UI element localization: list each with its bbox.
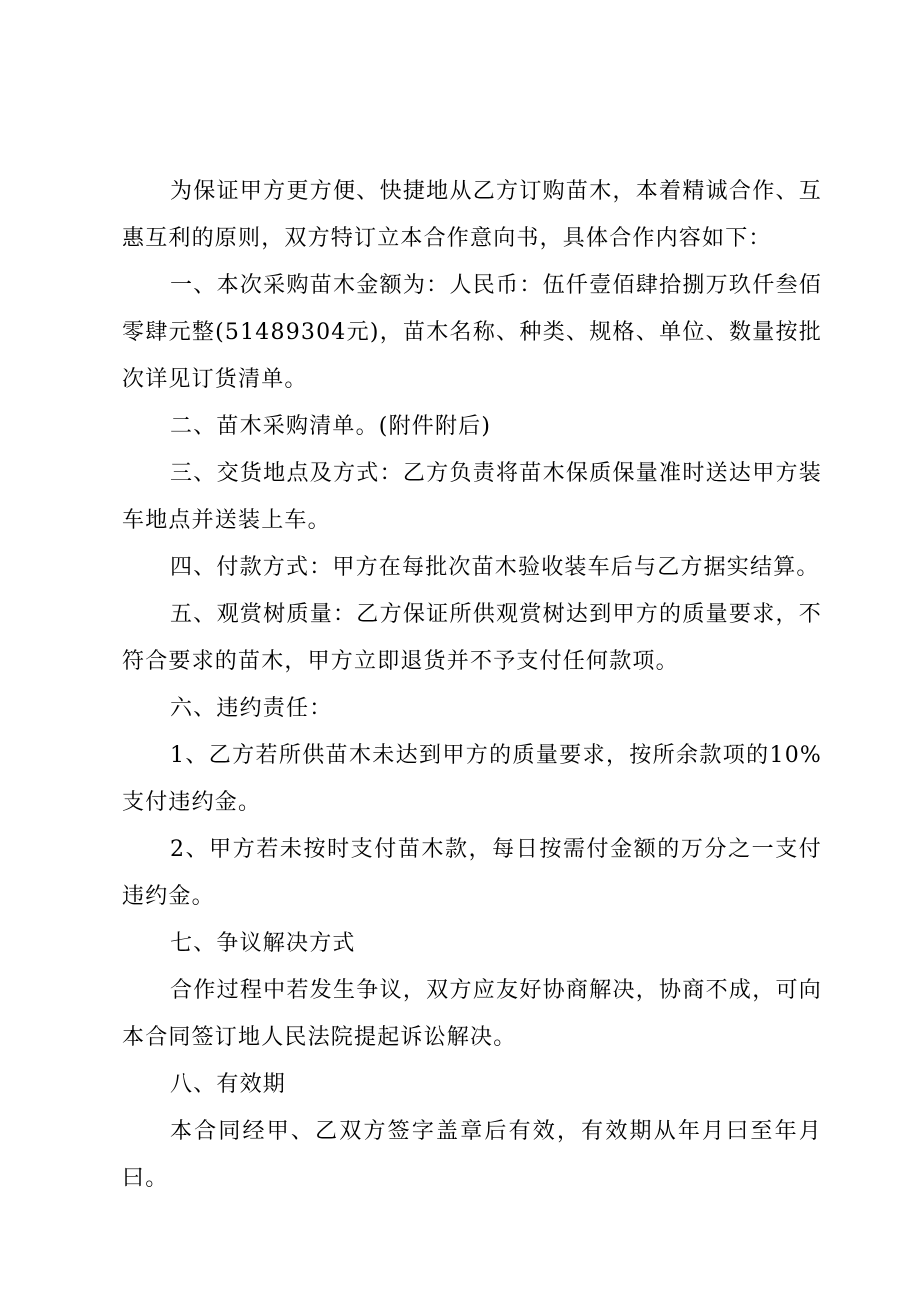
clause-2-list: 二、苗木采购清单。(附件附后) xyxy=(170,414,492,439)
clause-3-delivery: 三、交货地点及方式：乙方负责将苗木保质保量准时送达甲方装车地点并送装上车。 xyxy=(122,461,822,533)
clause-6-heading: 六、违约责任： xyxy=(170,696,333,721)
clause-8-body: 本合同经甲、乙双方签字盖章后有效，有效期从年月曰至年月曰。 xyxy=(122,1119,822,1191)
clause-1-amount: 一、本次采购苗木金额为：人民币：伍仟壹佰肆拾捌万玖仟叁佰零肆元整(51489304元)，苗木名称、种类、规格、单位、数量按批次详见订货清单。 xyxy=(122,273,822,392)
clause-7-body: 合作过程中若发生争议，双方应友好协商解决，协商不成，可向本合同签订地人民法院提起诉讼解决。 xyxy=(122,978,822,1050)
clause-7-heading: 七、争议解决方式 xyxy=(170,931,356,956)
clause-4-payment: 四、付款方式：甲方在每批次苗木验收装车后与乙方据实结算。 xyxy=(170,555,820,580)
intro-paragraph: 为保证甲方更方便、快捷地从乙方订购苗木，本着精诚合作、互惠互利的原则，双方特订立本合作意向书，具体合作内容如下： xyxy=(122,179,822,251)
clause-5-quality: 五、观赏树质量：乙方保证所供观赏树达到甲方的质量要求，不符合要求的苗木，甲方立即退货并不予支付任何款项。 xyxy=(122,602,822,674)
clause-6-item-1: 1、乙方若所供苗木未达到甲方的质量要求，按所余款项的10%支付违约金。 xyxy=(122,743,822,815)
clause-8-heading: 八、有效期 xyxy=(170,1072,287,1097)
document-body xyxy=(122,168,822,1202)
clause-6-item-2: 2、甲方若未按时支付苗木款，每日按需付金额的万分之一支付违约金。 xyxy=(122,837,822,909)
